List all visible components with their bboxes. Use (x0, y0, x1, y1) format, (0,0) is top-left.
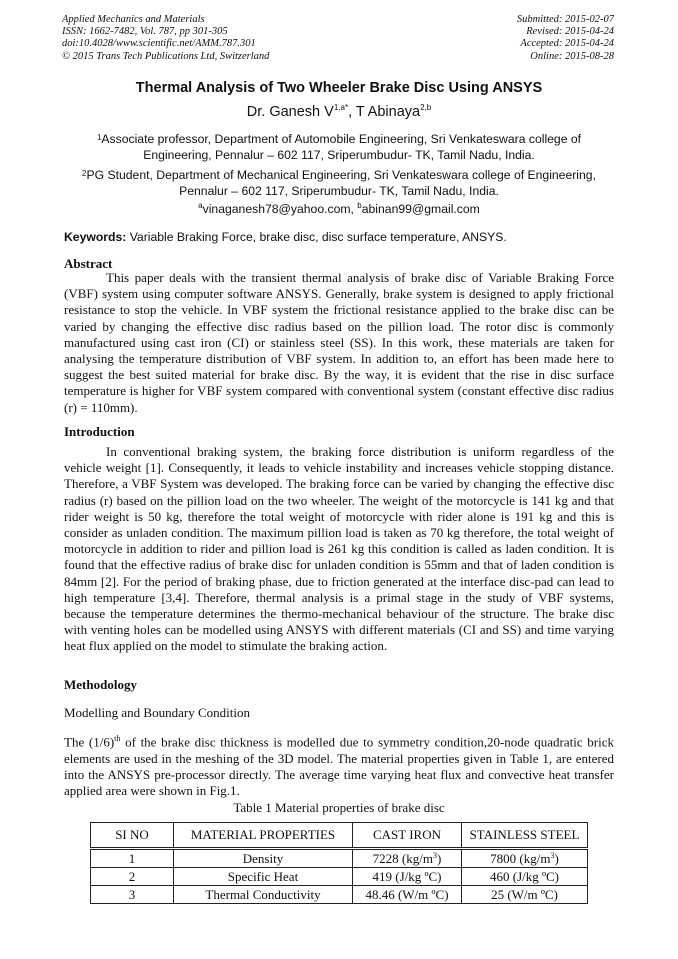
affiliation-1-text: Associate professor, Department of Automobile Engineering, Sri Venkateswara college of Engineering, Pennalur – 602 117, Sriperumbudur- TK, Tamil Nadu, India. (101, 132, 582, 162)
introduction-heading: Introduction (64, 424, 135, 439)
affiliation-1-sup: 1 (96, 133, 102, 142)
issn-line: ISSN: 1662-7482, Vol. 787, pp 301-305 (62, 26, 228, 38)
cell-stainless-steel: 25 (W/m ºC) (462, 886, 588, 904)
affiliation-2 (64, 167, 614, 199)
email-a-sup: a (198, 201, 203, 210)
email-b-link[interactable]: abinan99@gmail.com (361, 202, 480, 216)
cell-stainless-steel: 7800 $(kg/m^3)$ (462, 849, 588, 868)
methodology-text (64, 731, 614, 799)
author-1-name: Dr. Ganesh V (246, 104, 334, 120)
material-properties-table (90, 822, 588, 904)
col-header-material-properties: MATERIAL PROPERTIES (174, 823, 353, 849)
cell-cast-iron: 48.46 (W/m ºC) (353, 886, 462, 904)
affiliation-1 (64, 131, 614, 163)
methodology-text-sup: th (114, 734, 121, 743)
keywords (64, 230, 507, 244)
journal-name: Applied Mechanics and Materials (62, 14, 205, 25)
methodology-text-post: of the brake disc thickness is modelled due to symmetry condition,20-node quadratic brick elements are used in the meshing of the 3D model. The material properties given in Table 1, are entered into the ANSYS pre-processor directly. The average time varying heat flux and convective heat transfer applied area were shown in Fig.1. (64, 734, 614, 798)
cell-property: Specific Heat (174, 868, 353, 886)
keywords-label: Keywords: (64, 230, 127, 244)
cell-stainless-steel: 460 (J/kg ºC) (462, 868, 588, 886)
methodology-heading: Methodology (64, 677, 137, 692)
author-separator: , (348, 104, 356, 120)
author-2-sup: 2,b (420, 103, 432, 112)
journal-header-left (62, 14, 269, 63)
table-row (91, 849, 588, 868)
col-header-stainless-steel: STAINLESS STEEL (462, 823, 588, 849)
author-1-sup: 1,a* (333, 103, 349, 112)
table-header-row (91, 823, 588, 849)
table-caption: Table 1 Material properties of brake disc (233, 800, 445, 815)
abstract-text: This paper deals with the transient thermal analysis of brake disc of Variable Braking Force (VBF) system using computer software ANSYS. Generally, brake system is designed to apply frictional resistance to stop the vehicle. In VBF system the frictional resistance applied to the brake disc can be varied by changing the effective disc radius based on the pillion load. The rotor disc is commonly manufactured using cast iron (CI) or stainless steel (SS). In this work, these materials are taken for analysing the temperature distribution of VBF system. In addition to, an effort has been made here to suggest the best suited material for brake disc. By the way, it is evident that the rise in disc surface temperature is higher for VBF system compared with conventional system (constant effective disc radius (r) = 110mm). (64, 270, 614, 415)
cell-property: Density (174, 849, 353, 868)
revised-date: Revised: 2015-04-24 (526, 26, 614, 38)
author-2-name: T Abinaya (355, 104, 421, 120)
methodology-subheading: Modelling and Boundary Condition (64, 705, 250, 720)
doi-line: doi:10.4028/www.scientific.net/AMM.787.301 (62, 38, 256, 50)
table-row (91, 886, 588, 904)
copyright-line: © 2015 Trans Tech Publications Ltd, Switzerland (62, 50, 270, 62)
cell-si-no: 3 (91, 886, 174, 904)
cell-property: Thermal Conductivity (174, 886, 353, 904)
table-row (91, 868, 588, 886)
keywords-text: Variable Braking Force, brake disc, disc surface temperature, ANSYS. (129, 230, 507, 244)
paper-title: Thermal Analysis of Two Wheeler Brake Disc Using ANSYS (135, 80, 543, 96)
online-date: Online: 2015-08-28 (530, 50, 614, 62)
methodology-text-pre: The (1/6) (64, 734, 115, 750)
cell-si-no: 1 (91, 849, 174, 868)
email-a-link[interactable]: vinaganesh78@yahoo.com (202, 202, 351, 216)
accepted-date: Accepted: 2015-04-24 (520, 38, 614, 50)
affiliation-2-sup: 2 (82, 169, 87, 178)
cell-cast-iron: 419 (J/kg ºC) (353, 868, 462, 886)
author-emails: $^a$vinaganesh78@yahoo.com, $^b$abinan99@gmail.com (198, 201, 480, 216)
submitted-date: Submitted: 2015-02-07 (516, 14, 614, 25)
affiliation-2-text: PG Student, Department of Mechanical Engineering, Sri Venkateswara college of Engineering, Pennalur – 602 117, Sriperumbudur- TK, Tamil Nadu, India. (86, 168, 596, 198)
author-line (0, 104, 678, 120)
email-b-sup: b (357, 201, 362, 210)
col-header-si-no: SI NO (91, 823, 174, 849)
cell-cast-iron: 7228 $(kg/m^3)$ (353, 849, 462, 868)
journal-header-right (517, 14, 614, 63)
cell-si-no: 2 (91, 868, 174, 886)
abstract-heading: Abstract (64, 256, 113, 271)
col-header-cast-iron: CAST IRON (353, 823, 462, 849)
introduction-text: In conventional braking system, the braking force distribution is uniform regardless of the vehicle weight [1]. Consequently, it leads to vehicle instability and increases vehicle stopping distance. Therefore, a VBF System was developed. The braking force can be varied by changing the effective disc radius (r) based on the pillion load on the two wheeler. The weight of the motorcycle is 141 kg and that rider weight is 50 kg, therefore the total weight of motorcycle with rider alone is 191 kg and this is consider as unladen condition. The maximum pillion load is taken as 70 kg therefore, the total weight of motorcycle in addition to rider and pillion load is 261 kg this condition is called as laden condition. It is found that the effective radius of brake disc for unladen condition is 55mm and that of laden condition is 84mm [2]. For the period of braking phase, due to friction generated at the interface disc-pad can lead to high temperature [3,4]. Therefore, thermal analysis is a primal stage in the study of VBF systems, because the temperature determines the thermo-mechanical behaviour of the structure. The brake disc with venting holes can be modelled using ANSYS with different materials (CI and SS) and time varying heat flux applied on the model to stimulate the braking action. (64, 444, 614, 654)
